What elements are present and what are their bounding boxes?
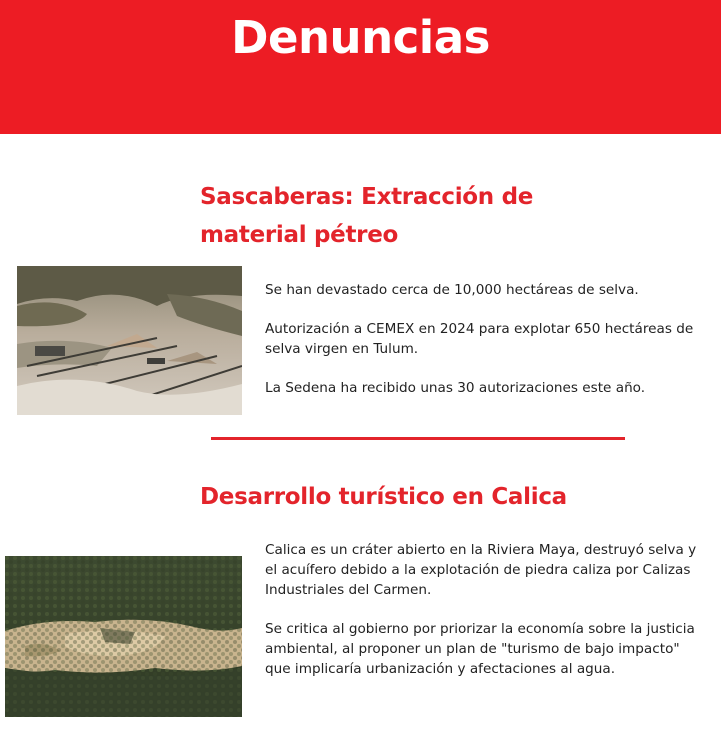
section-body-calica bbox=[265, 540, 705, 698]
section-title-line: Desarrollo turístico en Calica bbox=[200, 484, 567, 510]
paragraph: Se han devastado cerca de 10,000 hectáreas de selva. bbox=[265, 282, 639, 298]
calica-photo-image bbox=[5, 556, 242, 717]
paragraph: La Sedena ha recibido unas 30 autorizaciones este año. bbox=[265, 380, 646, 396]
section-title-sascaberas bbox=[200, 178, 580, 254]
section-body-sascaberas bbox=[265, 280, 705, 417]
paragraph: Autorización a CEMEX en 2024 para explotar 650 hectáreas de selva virgen en Tulum. bbox=[265, 321, 694, 357]
section-divider bbox=[211, 437, 625, 440]
quarry-photo bbox=[17, 266, 242, 415]
section-title-calica bbox=[200, 478, 620, 516]
section-title-line: Sascaberas: Extracción de bbox=[200, 184, 534, 210]
header-banner bbox=[0, 0, 721, 134]
calica-photo bbox=[5, 556, 242, 717]
paragraph: Calica es un cráter abierto en la Riviera Maya, destruyó selva y el acuífero debido a la explotación de piedra caliza por Calizas Industriales del Carmen. bbox=[265, 542, 697, 598]
page-title: Denuncias bbox=[231, 11, 490, 64]
paragraph: Se critica al gobierno por priorizar la economía sobre la justicia ambiental, al proponer un plan de "turismo de bajo impacto" que implicaría urbanización y afectaciones al agua. bbox=[265, 621, 695, 677]
section-title-line: material pétreo bbox=[200, 222, 399, 248]
quarry-photo-image bbox=[17, 266, 242, 415]
